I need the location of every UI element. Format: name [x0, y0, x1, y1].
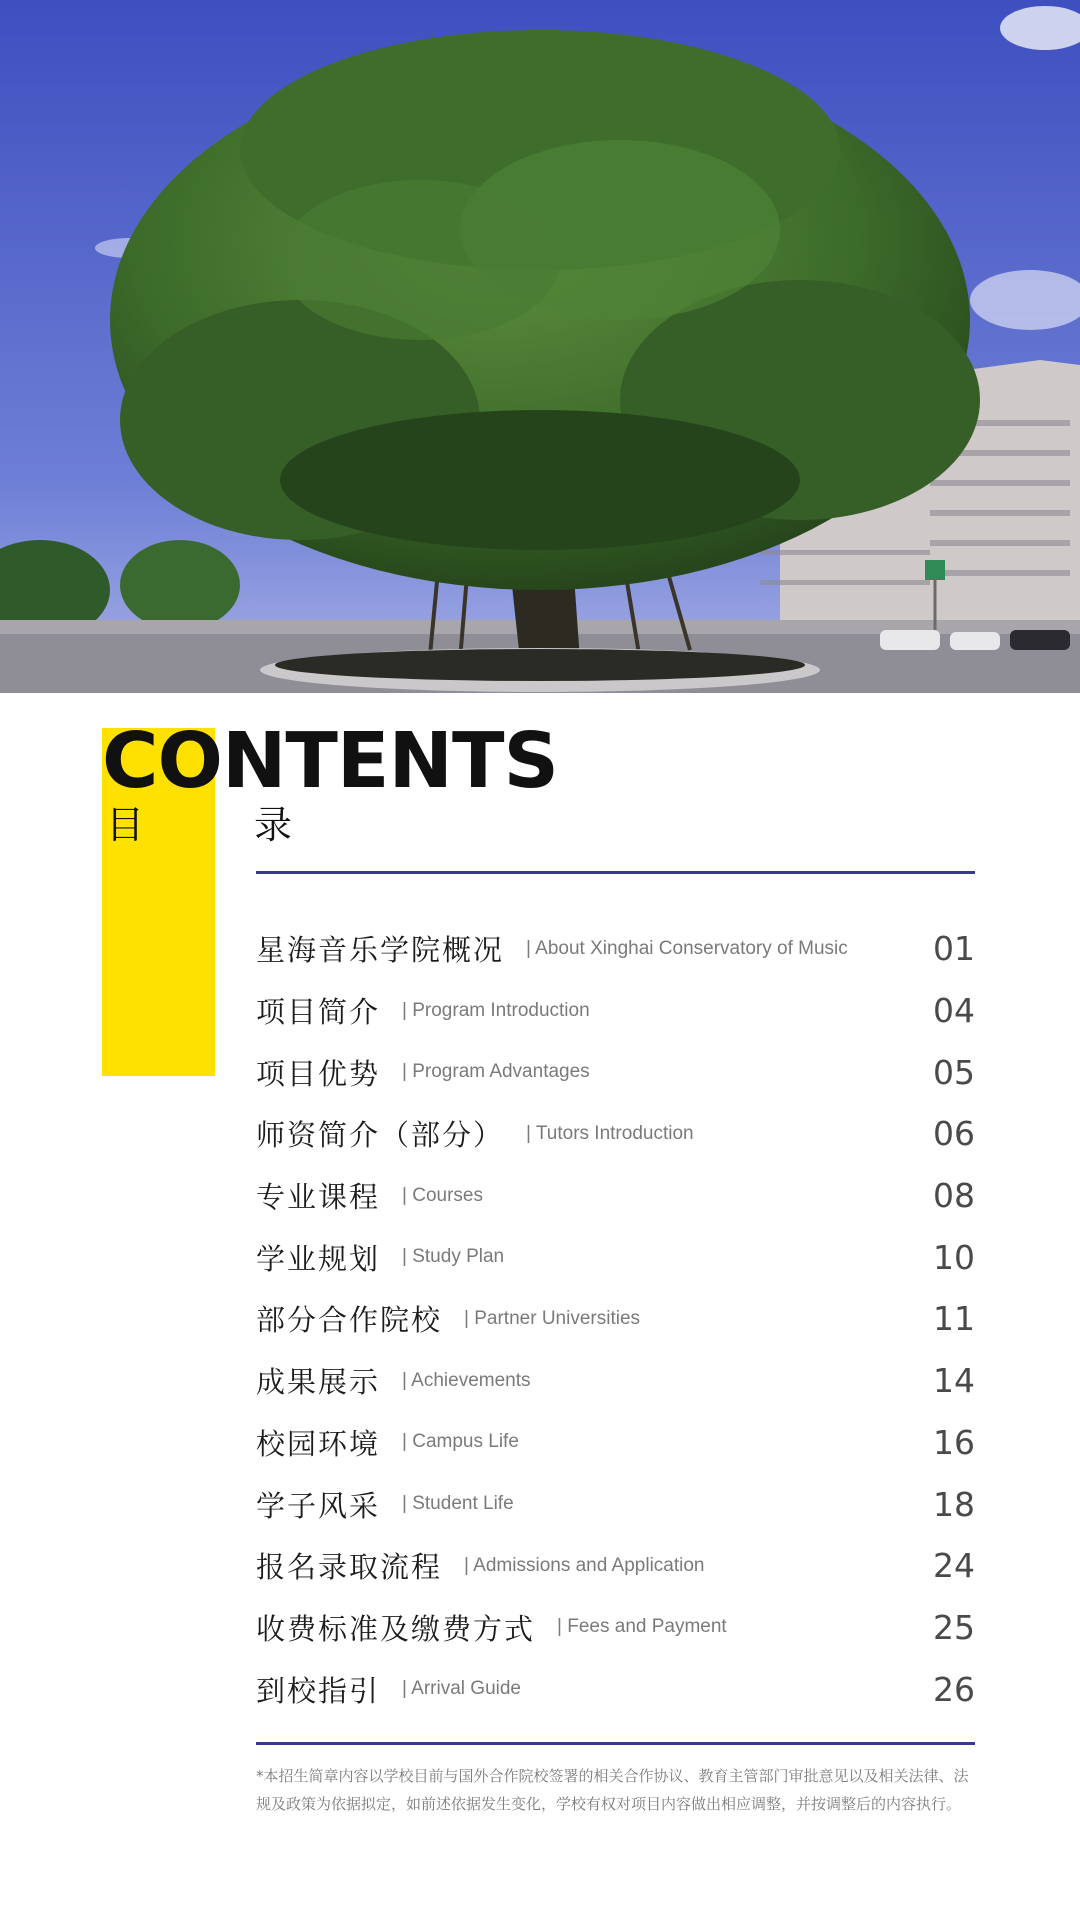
contents-item-page: 24 [933, 1546, 975, 1586]
contents-item[interactable] [256, 1103, 975, 1165]
contents-item-title-cn: 项目简介 [256, 995, 381, 1030]
contents-item[interactable] [256, 1658, 975, 1720]
contents-item-title-cn: 专业课程 [256, 1180, 381, 1215]
contents-item-title-en: | Tutors Introduction [526, 1122, 694, 1144]
contents-item-title-en: | Partner Universities [464, 1307, 641, 1329]
parking-sign [925, 560, 945, 580]
contents-item-title-cn: 部分合作院校 [256, 1303, 443, 1338]
hero-photo [0, 0, 1080, 693]
distant-trees [120, 540, 240, 630]
divider-bottom [256, 1742, 975, 1745]
page-title: CONTENTS [102, 717, 558, 806]
contents-item-title-en: | Fees and Payment [557, 1616, 727, 1638]
divider-top [256, 871, 975, 874]
page-title-cn-second: 录 [254, 803, 293, 847]
contents-item-page: 25 [933, 1607, 975, 1647]
parked-cars [880, 630, 1070, 650]
disclaimer-footnote: *本招生简章内容以学校目前与国外合作院校签署的相关合作协议、教育主管部门审批意见以及相关法律、法规及政策为依据拟定，如前述依据发生变化，学校有权对项目内容做出相应调整，并按调整后的内容执行。 [256, 1767, 969, 1813]
contents-item[interactable] [256, 1041, 975, 1103]
contents-item[interactable] [256, 918, 975, 980]
contents-item-page: 01 [933, 929, 975, 969]
contents-item-title-en: | Program Introduction [402, 999, 590, 1021]
contents-item-title-en: | Student Life [402, 1493, 514, 1515]
contents-item-page: 04 [933, 991, 975, 1031]
contents-item-title-cn: 项目优势 [256, 1056, 381, 1091]
contents-item[interactable] [256, 1597, 975, 1659]
contents-item[interactable] [256, 1350, 975, 1412]
contents-item[interactable] [256, 1165, 975, 1227]
contents-item-title-cn: 师资简介（部分） [256, 1118, 505, 1153]
contents-item-title-cn: 学子风采 [256, 1488, 381, 1523]
contents-item-page: 18 [933, 1484, 975, 1524]
contents-item-title-en: | Achievements [402, 1369, 531, 1391]
contents-item-title-en: | Admissions and Application [464, 1554, 705, 1576]
contents-item[interactable] [256, 1412, 975, 1474]
contents-item-title-cn: 成果展示 [256, 1365, 381, 1400]
contents-item[interactable] [256, 1288, 975, 1350]
contents-item-page: 10 [933, 1237, 975, 1277]
contents-item-title-en: | Arrival Guide [402, 1678, 521, 1700]
contents-item[interactable] [256, 1535, 975, 1597]
contents-item-title-en: | Program Advantages [402, 1061, 590, 1083]
contents-item[interactable] [256, 1226, 975, 1288]
contents-item-title-cn: 报名录取流程 [256, 1550, 443, 1585]
contents-item-page: 05 [933, 1052, 975, 1092]
contents-item-page: 16 [933, 1422, 975, 1462]
contents-list [256, 918, 975, 1720]
contents-item[interactable] [256, 980, 975, 1042]
contents-item-page: 08 [933, 1176, 975, 1216]
contents-item-page: 26 [933, 1669, 975, 1709]
page-title-cn-first: 目 [106, 803, 145, 847]
contents-item-title-en: | About Xinghai Conservatory of Music [526, 937, 848, 959]
contents-item-title-en: | Courses [402, 1184, 483, 1206]
contents-item-page: 06 [933, 1114, 975, 1154]
contents-item-title-cn: 学业规划 [256, 1241, 381, 1276]
contents-item-title-en: | Campus Life [402, 1431, 519, 1453]
contents-item-page: 11 [933, 1299, 975, 1339]
contents-item[interactable] [256, 1473, 975, 1535]
contents-item-page: 14 [933, 1361, 975, 1401]
contents-item-title-cn: 星海音乐学院概况 [256, 933, 505, 968]
contents-item-title-en: | Study Plan [402, 1246, 505, 1268]
contents-item-title-cn: 校园环境 [256, 1426, 381, 1461]
contents-item-title-cn: 到校指引 [256, 1673, 381, 1708]
contents-item-title-cn: 收费标准及缴费方式 [256, 1611, 536, 1646]
